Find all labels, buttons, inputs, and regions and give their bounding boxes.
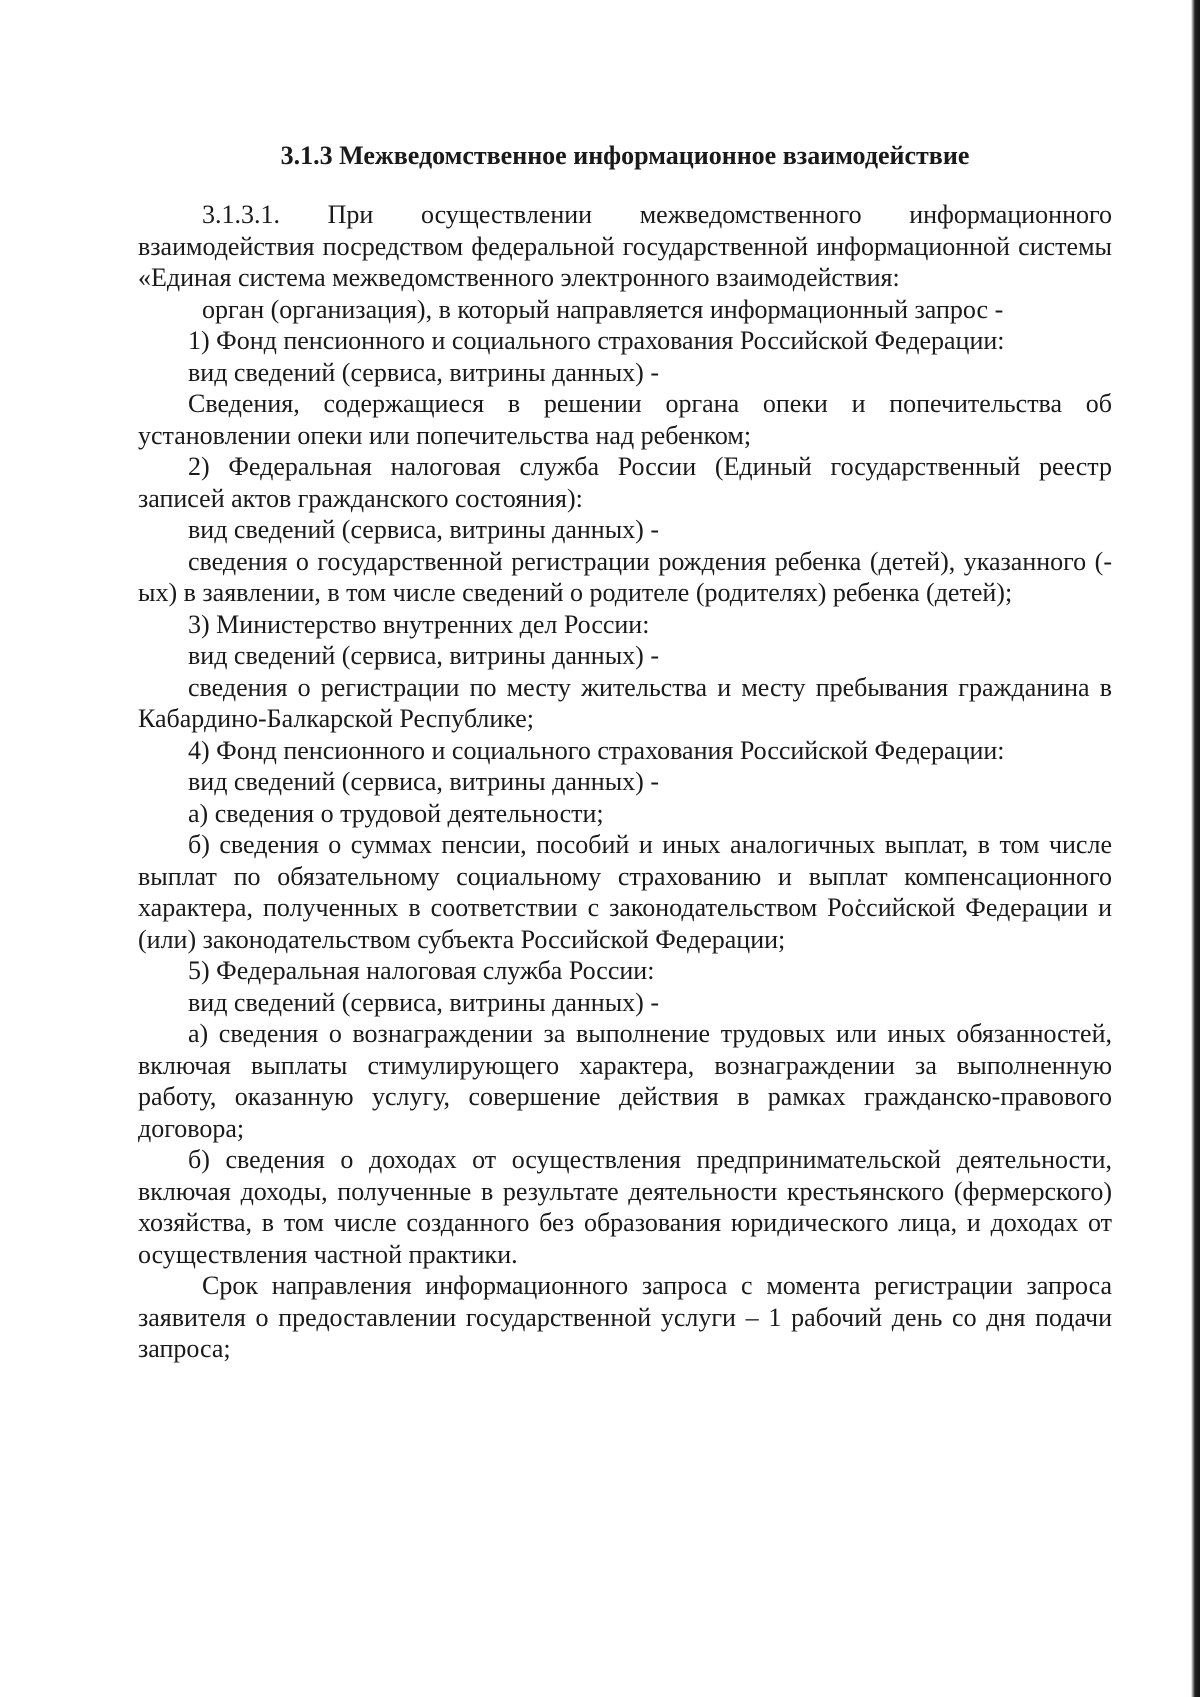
list-item-1: 1) Фонд пенсионного и социального страхования Российской Федерации: (188, 326, 1005, 355)
info-type-label: вид сведений (сервиса, витрины данных) - (188, 515, 659, 544)
document-page (138, 128, 1112, 1365)
list-item-5: 5) Федеральная налоговая служба России: (188, 956, 655, 985)
sub-item-b: б) сведения о суммах пенсии, пособий и иных аналогичных выплат, в том числе выплат по обязательному социальному страхованию и выплат компенсационного характера, полученных в соответствии с законодательством Российской Федерации и (или) законодательством субъекта Российской Федерации; (138, 830, 1112, 954)
info-type-label: вид сведений (сервиса, витрины данных) - (188, 641, 659, 670)
scan-page-edge (1191, 0, 1200, 1697)
sub-item-b: б) сведения о доходах от осуществления предпринимательской деятельности, включая доходы, полученные в результате деятельности крестьянского (фермерского) хозяйства, в том числе созданного без образования юридического лица, и доходах от осуществления частной практики. (138, 1145, 1112, 1269)
paragraph-recipient: орган (организация), в который направляется информационный запрос - (202, 294, 1004, 324)
info-description: сведения о регистрации по месту жительства и месту пребывания гражданина в Кабардино-Балкарской Республике; (138, 672, 1112, 733)
list-item-4: 4) Фонд пенсионного и социального страхования Российской Федерации: (188, 735, 1005, 765)
info-description: сведения о государственной регистрации рождения ребенка (детей), указанного (-ых) в заявлении, в том числе сведений о родителе (родителях) ребенка (детей); (138, 546, 1112, 607)
list-item-2: 2) Федеральная налоговая служба России (Единый государственный реестр записей актов гражданского состояния): (138, 452, 1112, 513)
info-type-label: вид сведений (сервиса, витрины данных) - (188, 767, 659, 796)
list-item-3: 3) Министерство внутренних дел России: (188, 609, 650, 639)
info-type-label: вид сведений (сервиса, витрины данных) - (188, 987, 659, 1017)
paragraph-intro: 3.1.3.1. При осуществлении межведомственного информационного взаимодействия посредством федеральной государственной информационной системы «Единая система межведомственного электронного взаимодействия: (138, 200, 1112, 292)
sub-item-a: а) сведения о трудовой деятельности; (188, 798, 604, 828)
paragraph-deadline: Срок направления информационного запроса с момента регистрации запроса заявителя о предоставлении государственной услуги – 1 рабочий день со дня подачи запроса; (138, 1271, 1112, 1363)
info-description: Сведения, содержащиеся в решении органа опеки и попечительства об установлении опеки или попечительства над ребенком; (138, 389, 1112, 450)
section-title: 3.1.3 Межведомственное информационное взаимодействие (280, 141, 970, 170)
info-type-label: вид сведений (сервиса, витрины данных) - (188, 357, 659, 387)
sub-item-a: а) сведения о вознаграждении за выполнение трудовых или иных обязанностей, включая выплаты стимулирующего характера, вознаграждении за выполненную работу, оказанную услугу, совершение действия в рамках гражданско-правового договора; (138, 1019, 1112, 1143)
